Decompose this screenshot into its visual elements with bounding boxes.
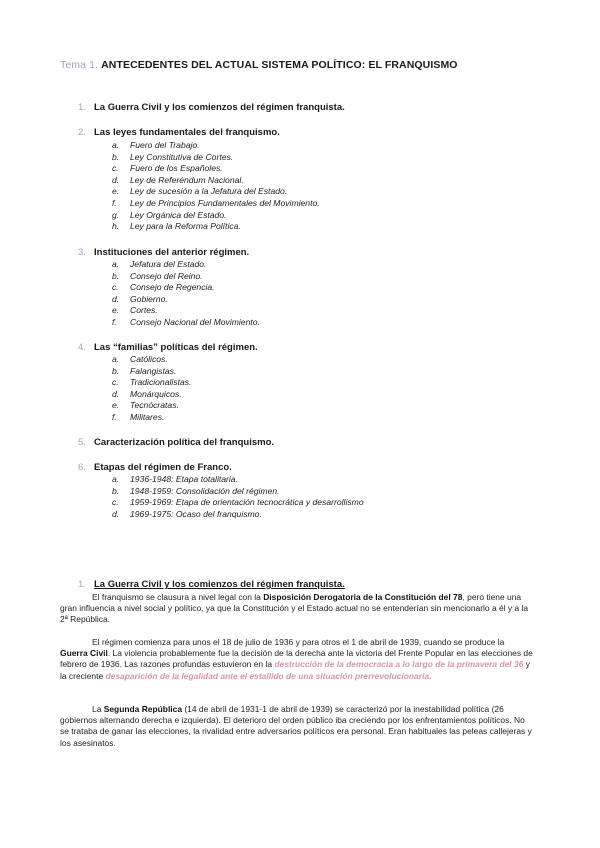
toc-subitem-letter: b. — [112, 485, 120, 496]
toc-subitem-letter: c. — [112, 163, 119, 174]
paragraph-text: La — [92, 704, 104, 714]
toc-subitem — [112, 271, 203, 281]
toc-subitem-text: 1969-1975: Ocaso del franquismo. — [130, 508, 262, 519]
toc-subitem-letter: e. — [112, 186, 120, 197]
bold-term: Disposición Derogatoria de la Constitución del 78 — [263, 592, 463, 602]
toc-subitem — [112, 186, 287, 196]
toc-section-label: Las leyes fundamentales del franquismo. — [94, 127, 280, 138]
toc-section-6 — [78, 462, 232, 473]
title-text: ANTECEDENTES DEL ACTUAL SISTEMA POLÍTICO: EL FRANQUISMO — [101, 59, 458, 71]
toc-subitem-text: Ley de Principios Fundamentales del Movimiento. — [130, 198, 320, 208]
toc-section-number: 5. — [78, 437, 86, 448]
toc-subitem-letter: f. — [112, 198, 117, 208]
toc-subitem — [112, 412, 164, 422]
paragraph-text: El régimen comienza para unos el 18 de julio de 1936 y para otros el 1 de abril de 1939, cuando se produce la — [92, 637, 505, 647]
paragraph-3 — [60, 704, 534, 749]
toc-subitem — [112, 486, 280, 496]
highlighted-phrase: destrucción de la democracia a lo largo de la primavera del 36 — [274, 659, 524, 670]
paragraph-text: (14 de abril de 1931-1 de abril de 1939) se caracterizó por la inestabilidad política (26 gobiernos alternando derecha e izquierda). El deterioro del orden público iba creciendo por los enfrentamientos políticos. No se trataba de ganar las elecciones, la rivalidad entre adversarios políticos era personal. Eran habituales las peleas callejeras y los asesinatos. — [60, 704, 532, 748]
section-1-heading — [78, 579, 345, 590]
toc-section-label: Instituciones del anterior régimen. — [94, 247, 250, 258]
toc-subitem — [112, 221, 241, 231]
toc-subitem-text: Fuero del Trabajo. — [130, 140, 200, 150]
toc-subitem-text: Ley para la Reforma Política. — [130, 221, 241, 232]
toc-section-4 — [78, 342, 258, 353]
toc-subitem — [112, 259, 206, 269]
toc-subitem-text: Cortes. — [130, 305, 158, 316]
toc-subitem-letter: f. — [112, 317, 117, 327]
toc-subitem-text: 1959-1969: Etapa de orientación tecnocrática y desarrollismo — [130, 497, 364, 508]
toc-section-label: Caracterización política del franquismo. — [94, 437, 275, 448]
toc-section-number: 4. — [78, 342, 86, 353]
toc-subitem-text: Consejo Nacional del Movimiento. — [130, 317, 260, 327]
toc-subitem — [112, 198, 320, 208]
toc-subitem-letter: a. — [112, 259, 120, 269]
paragraph-text: . — [429, 670, 432, 681]
paragraph-text: El franquismo se clausura a nivel legal con la — [92, 592, 264, 602]
toc-subitem-letter: d. — [112, 174, 120, 185]
toc-section-3 — [78, 247, 249, 258]
toc-section-2 — [78, 127, 280, 138]
toc-subitem-letter: b. — [112, 151, 120, 162]
toc-subitem-letter: f. — [112, 412, 117, 422]
toc-subitem-text: 1936-1948: Etapa totalitaria. — [130, 474, 238, 484]
toc-subitem-letter: e. — [112, 400, 120, 411]
toc-subitem — [112, 294, 168, 304]
toc-subitem-text: Ley de Referéndum Nacional. — [130, 174, 244, 185]
toc-subitem-letter: c. — [112, 282, 119, 293]
toc-subitem — [112, 497, 364, 507]
highlighted-phrase: desaparición de la legalidad ante el estallido de una situación prerrevolucionaria — [105, 670, 430, 681]
toc-section-label: La Guerra Civil y los comienzos del régimen franquista. — [94, 102, 345, 113]
toc-subitem — [112, 474, 238, 484]
toc-subitem-text: Consejo de Regencia. — [130, 282, 215, 293]
toc-subitem-text: Católicos. — [130, 354, 168, 364]
toc-subitem-letter: d. — [112, 388, 120, 399]
toc-subitem-text: Ley Orgánica del Estado. — [130, 209, 227, 220]
toc-subitem-text: Tecnócratas. — [130, 400, 179, 411]
document-title — [60, 59, 458, 71]
toc-section-label: Las “familias” políticas del régimen. — [94, 342, 258, 353]
toc-section-number: 2. — [78, 127, 86, 138]
toc-subitem-text: Falangistas. — [130, 365, 177, 376]
toc-section-5 — [78, 437, 274, 448]
toc-section-number: 1. — [78, 102, 86, 113]
toc-subitem-letter: d. — [112, 508, 120, 519]
toc-subitem-letter: b. — [112, 270, 120, 281]
toc-subitem-letter: g. — [112, 209, 120, 220]
paragraph-text: , pero tiene una gran influencia a nivel social y político, ya que la Constitución y el Estado actual no se entenderían sin mencionarlo a él y a la 2ª República. — [60, 592, 529, 625]
bold-term: Guerra Civil — [60, 648, 108, 659]
paragraph-text: y la creciente — [60, 659, 530, 681]
toc-section-1 — [78, 102, 345, 113]
toc-subitem-text: Consejo del Reino. — [130, 270, 203, 281]
toc-subitem — [112, 163, 223, 173]
toc-subitem — [112, 140, 200, 150]
toc-subitem-letter: c. — [112, 377, 119, 388]
toc-subitem-text: Monárquicos. — [130, 388, 182, 399]
toc-subitem-letter: c. — [112, 497, 119, 508]
toc-subitem-text: Tradicionalistas. — [130, 377, 192, 388]
toc-subitem-letter: h. — [112, 221, 120, 232]
toc-subitem — [112, 305, 158, 315]
paragraph-text: . La violencia probablemente fue la decisión de la derecha ante la victoria del Frente Popular en las elecciones de febrero de 1936. Las razones profundas estuvieron en la — [60, 648, 533, 670]
toc-subitem-text: Fuero de los Españoles. — [130, 163, 223, 174]
toc-subitem — [112, 152, 233, 162]
toc-subitem — [112, 354, 168, 364]
toc-subitem-text: Ley Constitutiva de Cortes. — [130, 151, 234, 162]
toc-subitem — [112, 366, 176, 376]
toc-subitem — [112, 175, 244, 185]
toc-subitem-text: Jefatura del Estado. — [130, 259, 207, 269]
toc-subitem-letter: a. — [112, 474, 120, 484]
toc-section-label: Etapas del régimen de Franco. — [94, 462, 232, 473]
toc-subitem-text: Militares. — [130, 412, 165, 422]
toc-subitem-text: 1948-1959: Consolidación del régimen. — [130, 485, 280, 496]
toc-subitem — [112, 509, 262, 519]
toc-subitem — [112, 389, 182, 399]
toc-subitem — [112, 282, 215, 292]
toc-subitem-letter: e. — [112, 305, 120, 316]
toc-subitem-text: Gobierno. — [130, 293, 168, 304]
paragraph-1 — [60, 592, 534, 626]
toc-subitem-letter: d. — [112, 293, 120, 304]
toc-subitem-letter: b. — [112, 365, 120, 376]
toc-section-number: 3. — [78, 247, 86, 258]
bold-term: Segunda República — [103, 704, 183, 714]
paragraph-2 — [60, 637, 534, 682]
section-1-title: La Guerra Civil y los comienzos del régimen franquista. — [94, 579, 345, 590]
toc-section-number: 6. — [78, 462, 86, 473]
toc-subitem-letter: a. — [112, 354, 120, 364]
toc-subitem-letter: a. — [112, 140, 120, 150]
toc-subitem — [112, 400, 179, 410]
section-1-number: 1. — [78, 579, 86, 590]
toc-subitem — [112, 210, 227, 220]
toc-subitem-text: Ley de sucesión a la Jefatura del Estado. — [130, 186, 288, 197]
toc-subitem — [112, 317, 260, 327]
title-number: Tema 1. — [60, 59, 99, 71]
toc-subitem — [112, 377, 191, 387]
